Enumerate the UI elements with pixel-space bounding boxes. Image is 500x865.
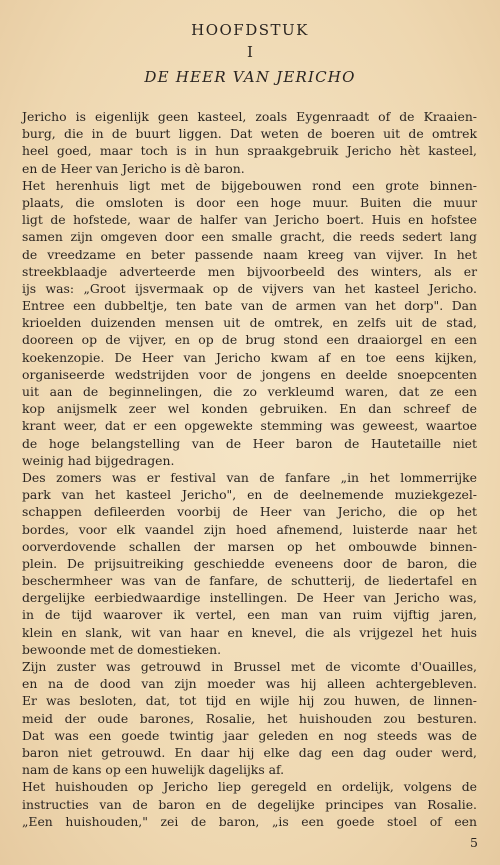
- paragraph: [22, 108, 477, 177]
- text-line: ligt de hofstede, waar de halfer van Jericho boert. Huis en hofstee: [22, 212, 477, 228]
- paragraph: [22, 469, 477, 658]
- text-line: bordes, voor elk vaandel zijn hoed afnemend, luisterde naar het: [22, 521, 477, 537]
- text-line: oorverdovende schallen der marsen op het ombouwde binnen-: [22, 538, 477, 554]
- paragraph: [22, 177, 477, 469]
- text-line: heel goed, maar toch is in hun spraakgebruik Jericho hèt kasteel,: [22, 143, 477, 159]
- text-line: ijs was: „Groot ijsvermaak op de vijvers van het kasteel Jericho.: [22, 280, 477, 296]
- text-line: Dat was een goede twintig jaar geleden en nog steeds was de: [22, 727, 477, 743]
- paragraph: [22, 658, 477, 778]
- text-line: „Een huishouden," zei de baron, „is een goede stoel of een: [22, 813, 477, 829]
- text-line: Des zomers was er festival van de fanfare „in het lommerrijke: [22, 469, 477, 485]
- paragraph: [22, 778, 477, 830]
- text-line: krioelden duizenden mensen uit de omtrek, en zelfs uit de stad,: [22, 315, 477, 331]
- text-line: burg, die in de buurt liggen. Dat weten de boeren uit de omtrek: [22, 126, 477, 142]
- text-line: de hoge belangstelling van de Heer baron de Hautetaille niet: [22, 435, 477, 451]
- text-line: klein en slank, wit van haar en knevel, die als vrijgezel het huis: [22, 624, 477, 640]
- text-line: baron niet getrouwd. En daar hij elke dag een dag ouder werd,: [22, 744, 477, 760]
- text-line: organiseerde wedstrijden voor de jongens en deelde snoepcenten: [22, 366, 477, 382]
- text-line: en na de dood van zijn moeder was hij alleen achtergebleven.: [22, 676, 477, 692]
- text-line: Entree een dubbeltje, ten bate van de armen van het dorp". Dan: [22, 298, 477, 314]
- body-text: [22, 108, 477, 830]
- text-line: nam de kans op een huwelijk dagelijks af.: [22, 762, 285, 778]
- chapter-title: DE HEER VAN JERICHO: [144, 68, 356, 86]
- text-line: uit aan de beginnelingen, die zo verkleumd waren, dat ze een: [22, 384, 477, 399]
- text-line: Het huishouden op Jericho liep geregeld en ordelijk, volgens de: [22, 779, 477, 795]
- text-line: Het herenhuis ligt met de bijgebouwen rond een grote binnen-: [22, 177, 477, 193]
- text-line: park van het kasteel Jericho", en de deelnemende muziekgezel-: [22, 487, 477, 503]
- text-line: samen zijn omgeven door een smalle gracht, die reeds sedert lang: [22, 229, 477, 245]
- text-line: plaats, die omsloten is door een hoge muur. Buiten die muur: [22, 194, 477, 210]
- text-line: instructies van de baron en de degelijke principes van Rosalie.: [22, 796, 477, 812]
- text-line: Er was besloten, dat, tot tijd en wijle hij zou huwen, de linnen-: [22, 693, 477, 709]
- text-line: en de Heer van Jericho is dè baron.: [22, 160, 245, 176]
- text-line: bewoonde met de domestieken.: [22, 641, 222, 657]
- text-line: kop anijsmelk zeer wel konden gebruiken. En dan schreef de: [22, 401, 477, 417]
- text-line: krant weer, dat er een opgewekte stemming was geweest, waartoe: [22, 418, 477, 434]
- text-line: in de tijd waarover ik vertel, een man van ruim vijftig jaren,: [22, 607, 477, 623]
- text-line: dooreen op de vijver, en op de brug stond een draaiorgel en een: [22, 332, 477, 348]
- text-line: weinig had bijgedragen.: [22, 452, 175, 468]
- chapter-heading: HOOFDSTUK: [191, 21, 309, 39]
- text-line: plein. De prijsuitreiking geschiedde eveneens door de baron, die: [22, 555, 477, 571]
- text-line: Jericho is eigenlijk geen kasteel, zoals Eygenraadt of de Kraaien-: [22, 109, 477, 124]
- chapter-number: I: [247, 43, 253, 61]
- text-line: koekenzopie. De Heer van Jericho kwam af en toe eens kijken,: [22, 349, 477, 365]
- text-line: dergelijke eerbiedwaardige instellingen. De Heer van Jericho was,: [22, 590, 477, 606]
- page-number: 5: [470, 835, 478, 850]
- text-line: meid der oude barones, Rosalie, het huishouden zou besturen.: [22, 710, 477, 726]
- text-line: beschermheer was van de fanfare, de schutterij, de liedertafel en: [22, 573, 477, 589]
- text-line: Zijn zuster was getrouwd in Brussel met de vicomte d'Ouailles,: [22, 659, 477, 674]
- text-line: schappen defileerden voorbij de Heer van Jericho, die op het: [22, 504, 477, 520]
- text-line: streekblaadje adverteerde men bijvoorbeeld des winters, als er: [22, 263, 477, 279]
- text-line: de vreedzame en beter passende naam kreeg van vijver. In het: [22, 246, 477, 262]
